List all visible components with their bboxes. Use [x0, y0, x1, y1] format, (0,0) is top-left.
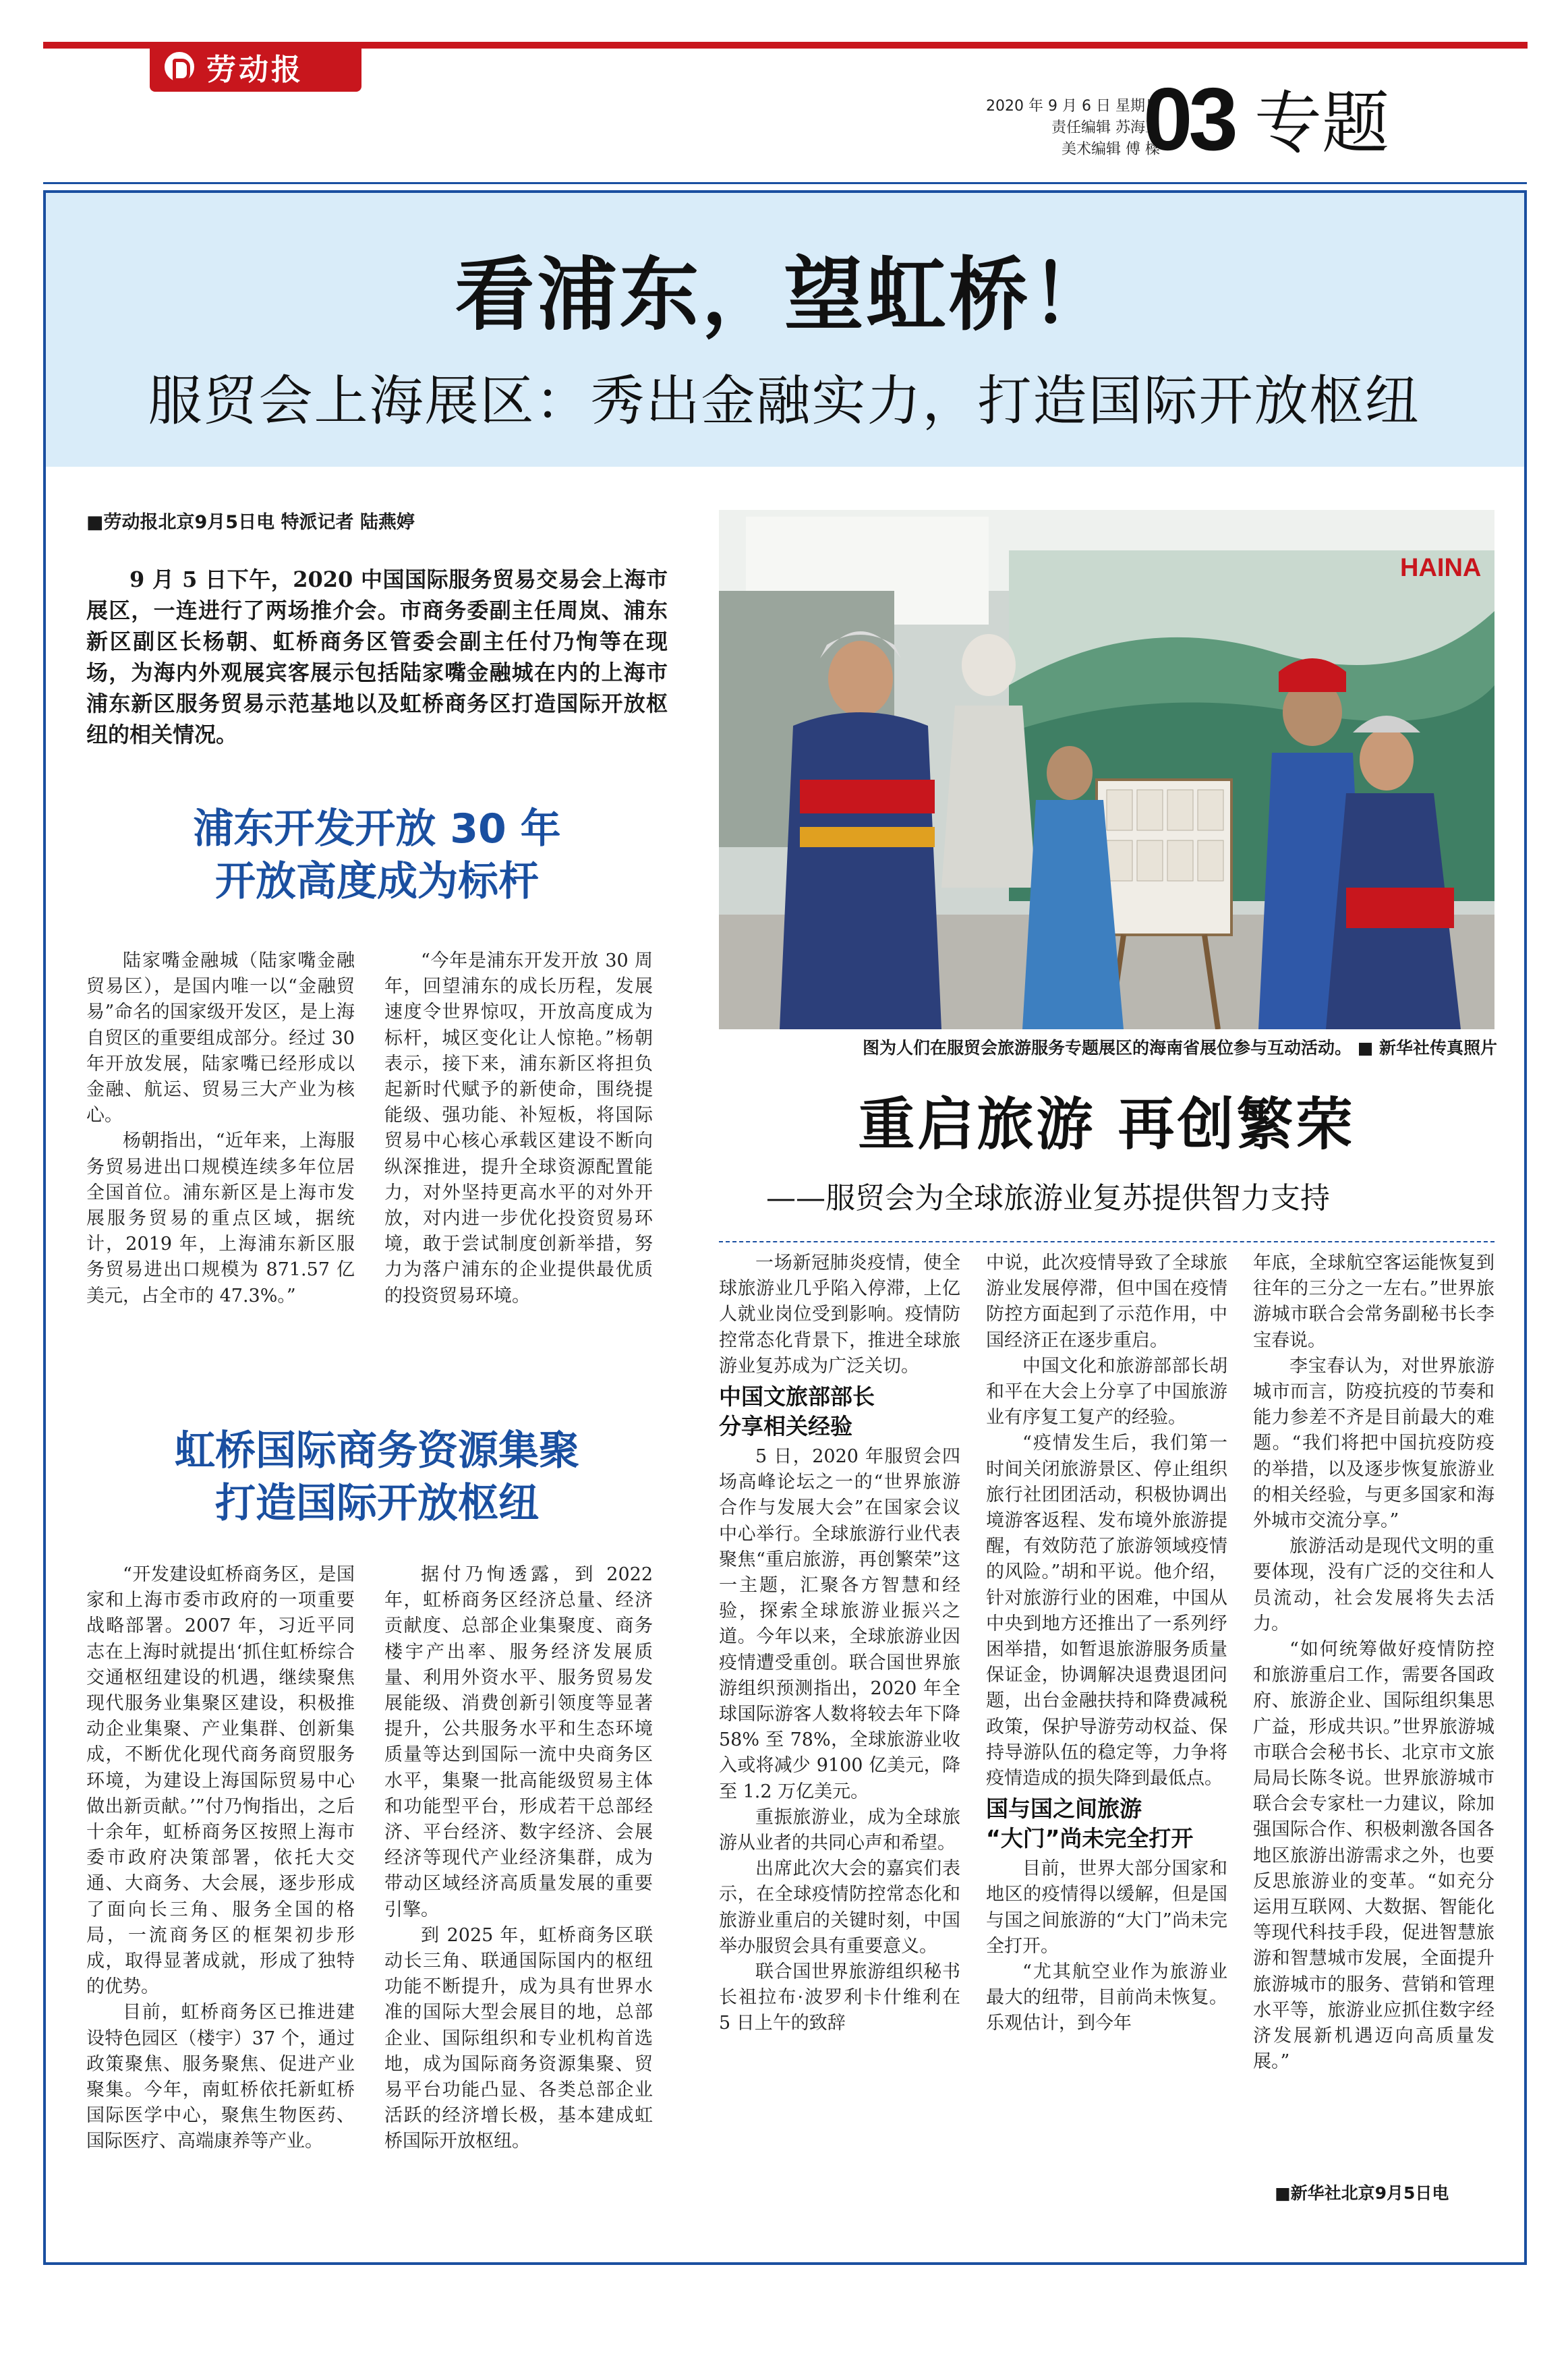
- masthead-rule-right: [361, 42, 1528, 49]
- section1-heading-line1: 浦东开发开放 30 年: [193, 805, 561, 853]
- byline: ■劳动报北京9月5日电 特派记者 陆燕婷: [86, 512, 415, 533]
- tourism-divider: [719, 1241, 1494, 1242]
- section1-column-2: “今年是浦东开发开放 30 周年，回望浦东的成长历程，发展速度令世界惊叹，开放高度成为标杆，城区变化让人惊艳。”杨朝表示，接下来，浦东新区将担负起新时代赋予的新使命，围绕提能级、强功能、补短板，将国际贸易中心核心承载区建设不断向纵深推进，提升全球资源配置能力，对外坚持更高水平的对外开放，对内进一步优化投资贸易环境，敢于尝试制度创新举措，努力为落户浦东的企业提供最优质的投资贸易环境。: [384, 950, 653, 1306]
- news-photo: [719, 510, 1494, 1029]
- tourism-column-2: 中说，此次疫情导致了全球旅游业发展停滞，但中国在疫情防控方面起到了示范作用，中国经济正在逐步重启。 中国文化和旅游部部长胡和平在大会上分享了中国旅游业有序复工复产的经验。 “疫情发生后，我们第一时间关闭旅游景区、停止组织旅行社团团活动，积极协调出境游客返程、发布境外旅游提醒，有效防范了旅游领域疫情的风险。”胡和平说。他介绍，针对旅游行业的困难，中国从中央到地方还推出了一系列纾困举措，如暂退旅游服务质量保证金，协调解决退费退团问题，出台金融扶持和降费减税政策，保护导游劳动权益、保持导游队伍的稳定等，力争将疫情造成的损失降到最低点。 国与国之间旅游 “大门”尚未完全打开 目前，世界大部分国家和地区的疫情得以缓解，但是国与国之间旅游的“大门”尚未完全打开。 “尤其航空业作为旅游业最大的纽带，目前尚未恢复。乐观估计，到今年: [986, 1253, 1227, 2034]
- exhibition-photo-illustration: [719, 510, 1494, 1029]
- tourism-signoff: ■新华社北京9月5日电: [1275, 2183, 1449, 2203]
- tourism-subhead-2: 国与国之间旅游 “大门”尚未完全打开: [986, 1795, 1194, 1852]
- page-number: 03: [1143, 69, 1234, 169]
- section1-heading-line2: 开放高度成为标杆: [215, 858, 539, 905]
- section2-column-2: 据付乃恂透露，到 2022 年，虹桥商务区经济总量、经济贡献度、总部企业集聚度、商务楼宇产出率、服务经济发展质量、利用外资水平、服务贸易发展能级、消费创新引领度等显著提升，公共服务水平和生态环境质量等达到国际一流中央商务区水平，集聚一批高能级贸易主体和功能型平台，形成若干总部经济、平台经济、数字经济、会展经济等现代产业经济集群，成为带动区域经济高质量发展的重要引擎。 到 2025 年，虹桥商务区联动长三角、联通国际国内的枢纽功能不断提升，成为具有世界水准的国际大型会展目的地，总部企业、国际组织和专业机构首选地，成为国际商务资源集聚、贸易平台功能凸显、各类总部企业活跃的经济增长极，基本建成虹桥国际开放枢纽。: [384, 1564, 653, 2152]
- photo-caption: 图为人们在服贸会旅游服务专题展区的海南省展位参与互动活动。 ■ 新华社传真照片: [862, 1038, 1497, 1058]
- sub-headline: 服贸会上海展区：秀出金融实力，打造国际开放枢纽: [148, 370, 1420, 432]
- tourism-subheadline: ——服贸会为全球旅游业复苏提供智力支持: [766, 1181, 1330, 1215]
- tourism-subhead-1: 中国文旅部部长 分享相关经验: [719, 1383, 875, 1440]
- section1-heading: [86, 803, 668, 908]
- issue-date: 2020 年 9 月 6 日 星期日: [986, 98, 1160, 115]
- lead-paragraph: 9 月 5 日下午，2020 中国国际服务贸易交易会上海市展区，一连进行了两场推介会。市商务委副主任周岚、浦东新区副区长杨朝、虹桥商务区管委会副主任付乃恂等在现场，为海内外观展宾客展示包括陆家嘴金融城在内的上海市浦东新区服务贸易示范基地以及虹桥商务区打造国际开放枢纽的相关情况。: [86, 567, 668, 747]
- tourism-column-3: 年底，全球航空客运能恢复到往年的三分之一左右。”世界旅游城市联合会常务副秘书长李宝春说。 李宝春认为，对世界旅游城市而言，防疫抗疫的节奏和能力参差不齐是目前最大的难题。“我们将把中国抗疫防疫的举措，以及逐步恢复旅游业的相关经验，与更多国家和海外城市交流分享。” 旅游活动是现代文明的重要体现，没有广泛的交往和人员流动，社会发展将失去活力。 “如何统筹做好疫情防控和旅游重启工作，需要各国政府、旅游企业、国际组织集思广益，形成共识。”世界旅游城市联合会秘书长、北京市文旅局局长陈冬说。世界旅游城市联合会专家杜一力建议，除加强国际合作、积极刺激各国各地区旅游出游需求之外，也要反思旅游业的变革。“如充分运用互联网、大数据、智能化等现代科技手段，促进智慧旅游和智慧城市发展，全面提升旅游城市的服务、营销和管理水平等，旅游业应抓住数字经济发展新机遇迈向高质量发展。”: [1253, 1253, 1494, 2073]
- logo-text: 劳动报: [206, 53, 303, 87]
- section1-column-1: 陆家嘴金融城（陆家嘴金融贸易区），是国内唯一以“金融贸易”命名的国家级开发区，是上海自贸区的重要组成部分。经过 30 年开放发展，陆家嘴已经形成以金融、航运、贸易三大产业为核心。 杨朝指出，“近年来，上海服务贸易进出口规模连续多年位居全国首位。浦东新区是上海市发展服务贸易的重点区域，据统计，2019 年，上海浦东新区服务贸易进出口规模为 871.57 亿美元，占全市的 47.3%。”: [86, 950, 355, 1306]
- tourism-headline: 重启旅游 再创繁荣: [858, 1091, 1356, 1157]
- art-editor: 美术编辑 傅 樑: [1062, 141, 1160, 158]
- dateline-block: [964, 96, 1160, 161]
- section2-column-1: “开发建设虹桥商务区，是国家和上海市委市政府的一项重要战略部署。2007 年，习近平同志在上海时就提出‘抓住虹桥综合交通枢纽建设的机遇，继续聚焦现代服务业集聚区建设，积极推动企业集聚、产业集群、创新集成，不断优化现代商务商贸服务环境，为建设上海国际贸易中心做出新贡献。’”付乃恂指出，之后十余年，虹桥商务区按照上海市委市政府决策部署，依托大交通、大商务、大会展，逐步形成了面向长三角、服务全国的格局，一流商务区的框架初步形成，取得显著成就，形成了独特的优势。 目前，虹桥商务区已推进建设特色园区（楼宇）37 个，通过政策聚焦、服务聚焦、促进产业聚集。今年，南虹桥依托新虹桥国际医学中心，聚焦生物医药、国际医疗、高端康养等产业。: [86, 1564, 355, 2152]
- section2-heading: [86, 1425, 668, 1530]
- section2-heading-line2: 打造国际开放枢纽: [215, 1480, 539, 1527]
- responsible-editor: 责任编辑 苏海亚: [1051, 119, 1160, 136]
- tourism-column-1: 一场新冠肺炎疫情，使全球旅游业几乎陷入停滞，上亿人就业岗位受到影响。疫情防控常态化背景下，推进全球旅游业复苏成为广泛关切。 中国文旅部部长 分享相关经验 5 日，2020 年服贸会四场高峰论坛之一的“世界旅游合作与发展大会”在国家会议中心举行。全球旅游行业代表聚焦“重启旅游，再创繁荣”这一主题，汇聚各方智慧和经验，探索全球旅游业振兴之道。今年以来，全球旅游业因疫情遭受重创。联合国世界旅游组织预测指出，2020 年全球国际游客人数将较去年下降 58% 至 78%，全球旅游业收入或将减少 9100 亿美元，降至 1.2 万亿美元。 重振旅游业，成为全球旅游从业者的共同心声和希望。 出席此次大会的嘉宾们表示，在全球疫情防控常态化和旅游业重启的关键时刻，中国举办服贸会具有重要意义。 联合国世界旅游组织秘书长祖拉布·波罗利卡什维利在 5 日上午的致辞: [719, 1253, 960, 2034]
- header-rule: [43, 182, 1527, 184]
- logo-mark-icon: [165, 52, 194, 82]
- main-headline: 看浦东，望虹桥！: [455, 248, 1113, 341]
- masthead-rule-left: [43, 42, 150, 49]
- section2-heading-line1: 虹桥国际商务资源集聚: [175, 1427, 579, 1474]
- newspaper-logo: [150, 42, 361, 92]
- section-name: 专题: [1254, 84, 1389, 163]
- booth-sign: HAINA: [1400, 554, 1482, 582]
